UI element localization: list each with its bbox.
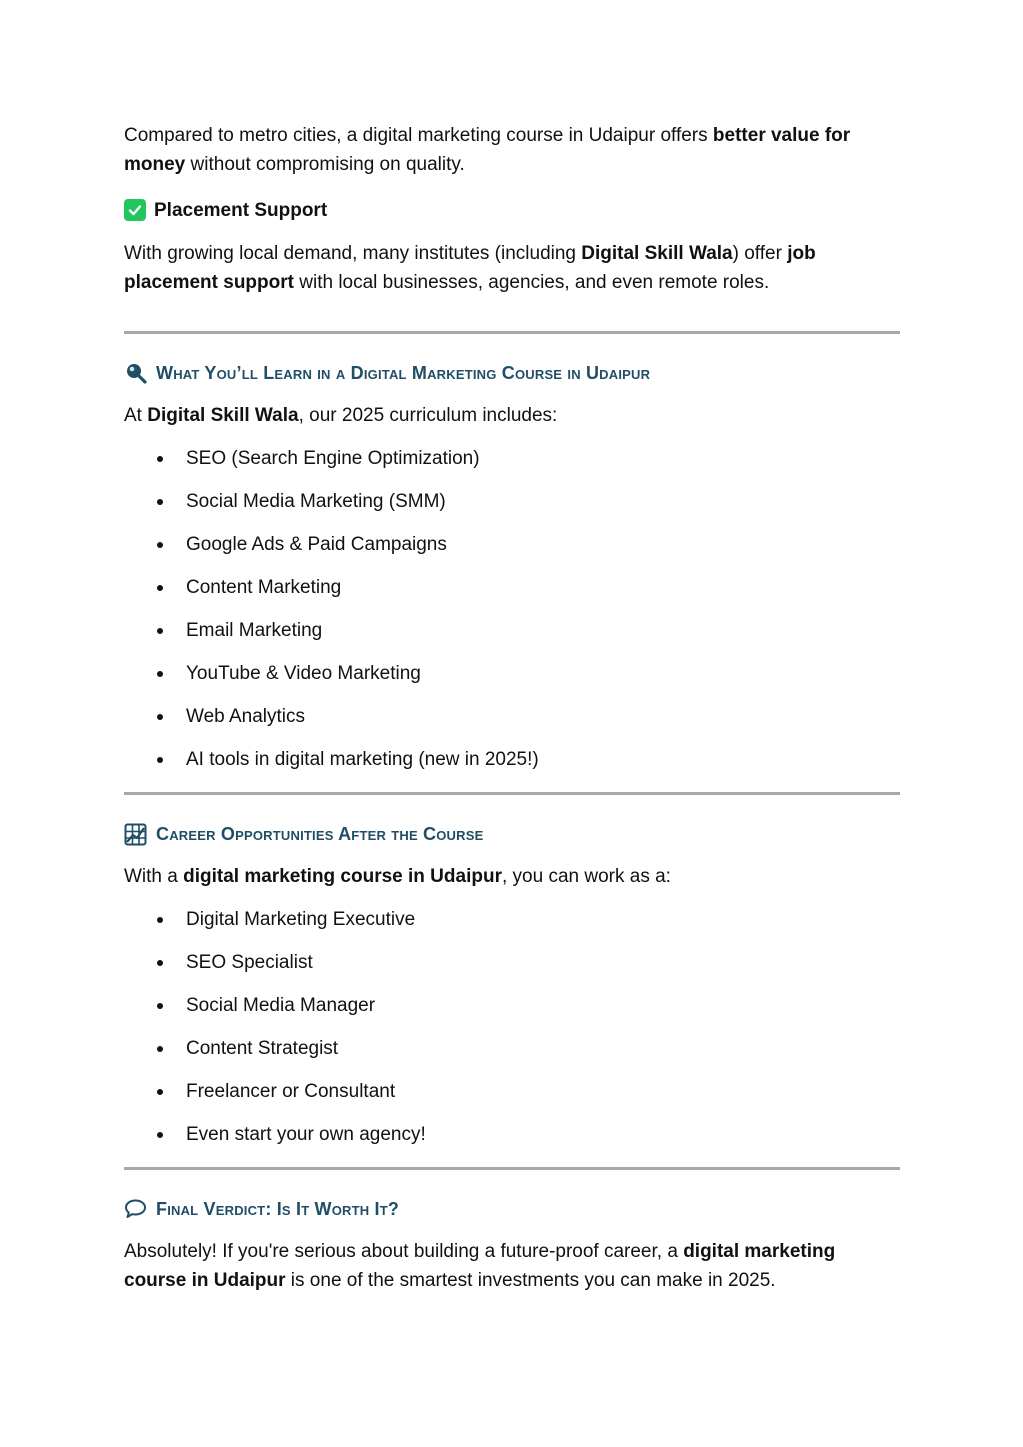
placement-heading-text: Placement Support xyxy=(154,199,328,221)
placement-text-mid: ) offer xyxy=(732,243,788,264)
learn-heading-text: What You’ll Learn in a Digital Marketing Course in Udaipur xyxy=(156,362,651,383)
verdict-heading-text: Final Verdict: Is It Worth It? xyxy=(156,1198,400,1219)
learn-lead-bold: Digital Skill Wala xyxy=(147,405,299,426)
list-item: Social Media Manager xyxy=(124,991,900,1034)
intro-paragraph xyxy=(124,121,900,179)
placement-bold-support: job placement support xyxy=(124,243,816,293)
placement-bold-institute: Digital Skill Wala xyxy=(581,243,733,264)
list-item: Content Marketing xyxy=(124,573,900,616)
career-lead-bold: digital marketing course in Udaipur xyxy=(183,866,502,887)
placement-text-end: with local businesses, agencies, and even remote roles. xyxy=(293,272,770,293)
career-lead xyxy=(124,862,900,891)
list-item: SEO Specialist xyxy=(124,948,900,991)
list-item: SEO (Search Engine Optimization) xyxy=(124,444,900,487)
section-divider xyxy=(124,1167,900,1170)
verdict-bold: digital marketing course in Udaipur xyxy=(124,1241,836,1291)
magnifier-icon xyxy=(124,362,147,385)
learn-lead-text: At xyxy=(124,405,148,426)
learn-lead xyxy=(124,401,900,430)
intro-bold: better value for money xyxy=(124,125,851,175)
intro-text: Compared to metro cities, a digital marketing course in Udaipur offers xyxy=(124,125,713,146)
career-heading-text: Career Opportunities After the Course xyxy=(156,823,484,844)
list-item: Social Media Marketing (SMM) xyxy=(124,487,900,530)
list-item: Freelancer or Consultant xyxy=(124,1077,900,1120)
verdict-text: Absolutely! If you're serious about building a future-proof career, a xyxy=(124,1241,684,1262)
career-heading xyxy=(124,819,900,849)
career-lead-text-end: , you can work as a: xyxy=(501,866,671,887)
list-item: YouTube & Video Marketing xyxy=(124,659,900,702)
section-divider xyxy=(124,331,900,334)
list-item: Google Ads & Paid Campaigns xyxy=(124,530,900,573)
speech-bubble-icon xyxy=(124,1198,147,1221)
list-item: Even start your own agency! xyxy=(124,1120,900,1163)
document-content xyxy=(124,121,900,1295)
career-list xyxy=(124,905,900,1163)
list-item: Digital Marketing Executive xyxy=(124,905,900,948)
placement-paragraph xyxy=(124,239,900,297)
list-item: AI tools in digital marketing (new in 2025!) xyxy=(124,745,900,788)
verdict-text-end: is one of the smartest investments you can make in 2025. xyxy=(285,1270,776,1291)
check-mark-icon xyxy=(124,199,146,221)
career-lead-text: With a xyxy=(124,866,184,887)
list-item: Content Strategist xyxy=(124,1034,900,1077)
placement-text: With growing local demand, many institutes (including xyxy=(124,243,582,264)
section-divider xyxy=(124,792,900,795)
verdict-paragraph xyxy=(124,1237,900,1295)
placement-heading xyxy=(124,194,900,226)
curriculum-list xyxy=(124,444,900,788)
intro-text-end: without compromising on quality. xyxy=(185,154,465,175)
learn-heading xyxy=(124,358,900,388)
verdict-heading xyxy=(124,1194,900,1224)
list-item: Email Marketing xyxy=(124,616,900,659)
learn-lead-text-end: , our 2025 curriculum includes: xyxy=(298,405,558,426)
list-item: Web Analytics xyxy=(124,702,900,745)
chart-icon xyxy=(124,823,147,846)
